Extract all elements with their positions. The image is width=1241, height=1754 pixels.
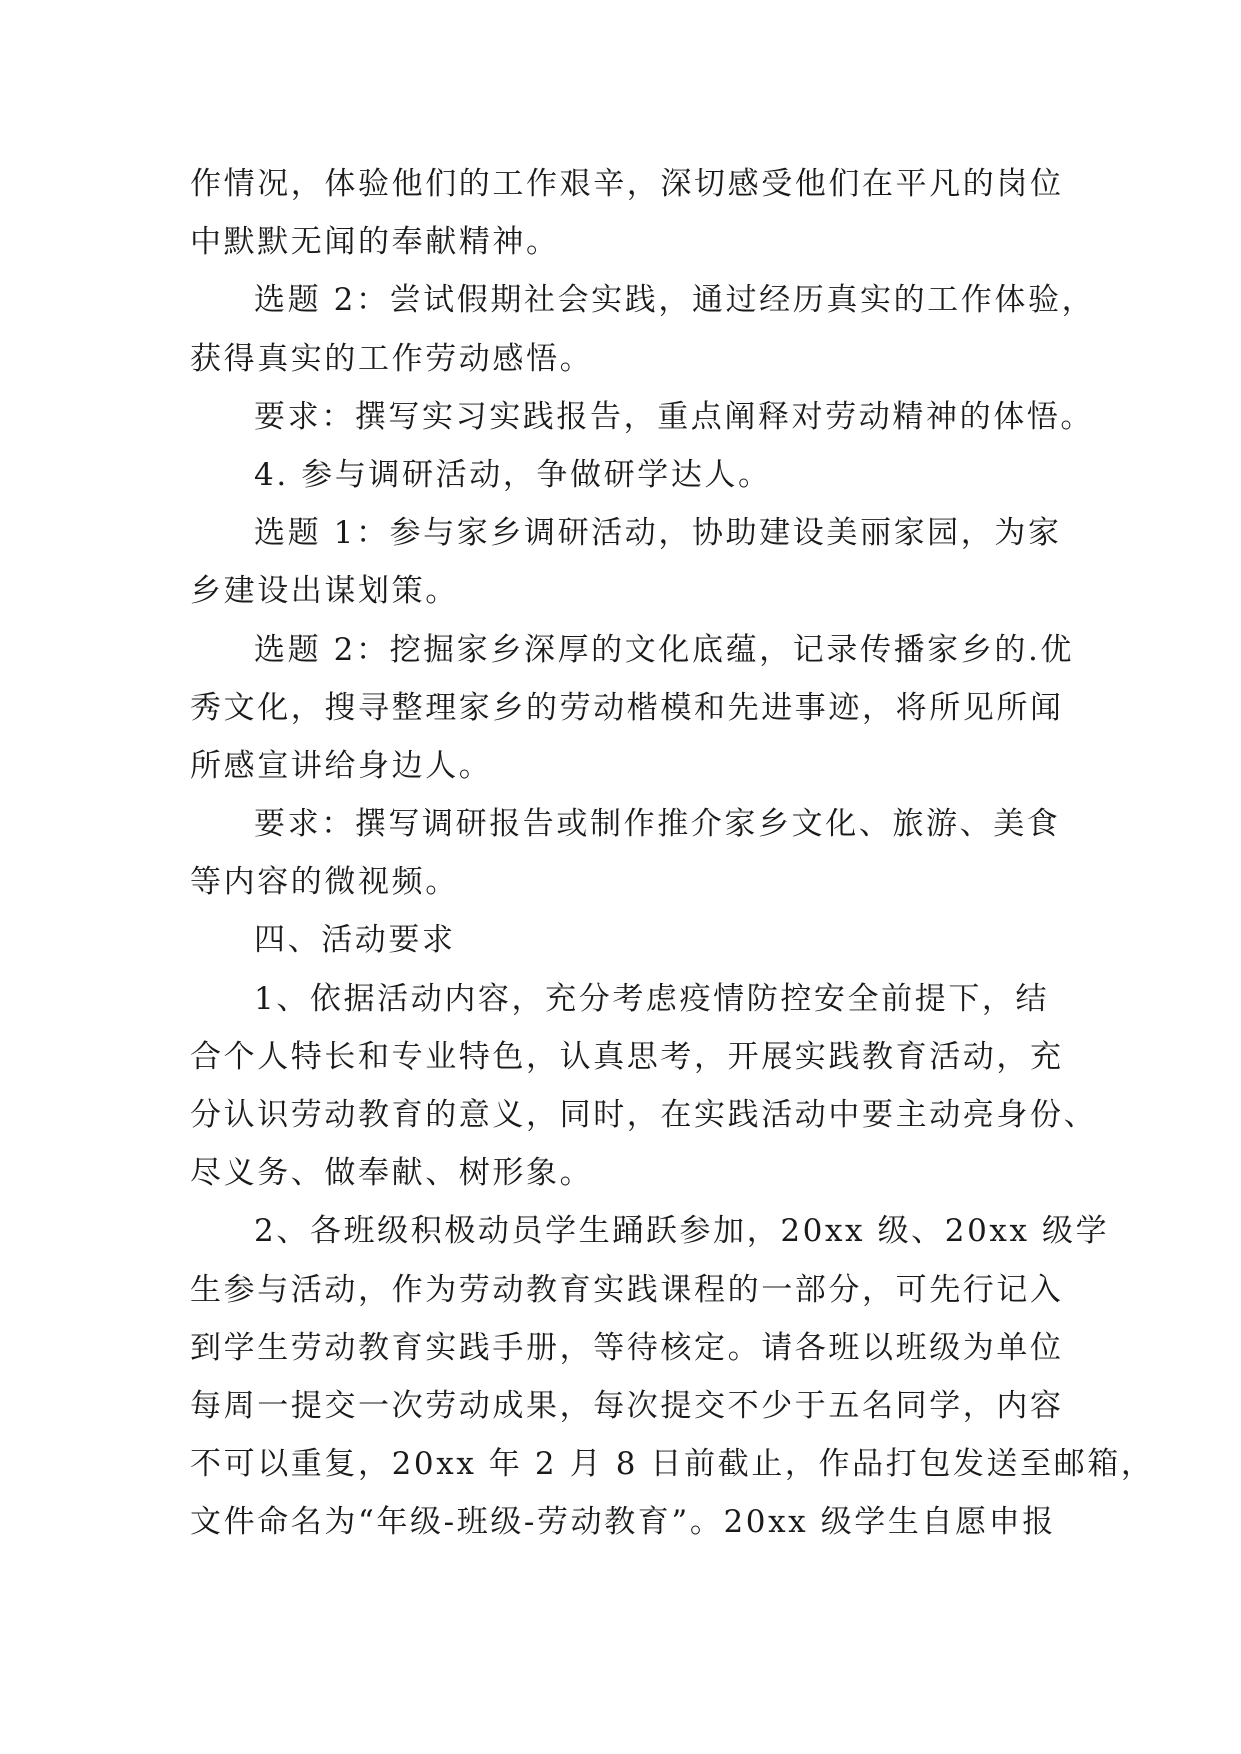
text-line: 每周一提交一次劳动成果，每次提交不少于五名同学，内容 [190, 1387, 1064, 1424]
text-line: 要求：撰写实习实践报告，重点阐释对劳动精神的体悟。 [254, 398, 1094, 435]
text-line: 合个人特长和专业特色，认真思考，开展实践教育活动，充 [190, 1038, 1064, 1075]
text-line: 选题 1：参与家乡调研活动，协助建设美丽家园，为家 [254, 515, 1062, 552]
text-line: 尽义务、做奉献、树形象。 [190, 1155, 594, 1192]
text-line: 中默默无闻的奉献精神。 [190, 224, 560, 261]
text-line: 分认识劳动教育的意义，同时，在实践活动中要主动亮身份、 [190, 1097, 1098, 1133]
text-line: 1、依据活动内容，充分考虑疫情防控安全前提下，结 [254, 980, 1050, 1017]
text-line: 乡建设出谋划策。 [190, 573, 459, 610]
text-line: 秀文化，搜寻整理家乡的劳动楷模和先进事迹，将所见所闻 [190, 689, 1064, 726]
text-line: 到学生劳动教育实践手册，等待核定。请各班以班级为单位 [190, 1329, 1064, 1366]
text-line: 要求：撰写调研报告或制作推介家乡文化、旅游、美食 [254, 806, 1061, 843]
section-item-heading: 4. 参与调研活动，争做研学达人。 [254, 456, 772, 493]
text-line: 选题 2：尝试假期社会实践，通过经历真实的工作体验， [254, 282, 1096, 319]
text-line: 文件命名为“年级-班级-劳动教育”。20xx 级学生自愿申报 [190, 1504, 1056, 1541]
section-heading: 四、活动要求 [254, 922, 456, 959]
text-line: 获得真实的工作劳动感悟。 [190, 340, 594, 377]
text-line: 选题 2：挖掘家乡深厚的文化底蕴，记录传播家乡的.优 [254, 631, 1075, 668]
text-line: 等内容的微视频。 [190, 864, 459, 901]
text-line: 不可以重复，20xx 年 2 月 8 日前截止，作品打包发送至邮箱， [190, 1446, 1155, 1483]
text-line: 生参与活动，作为劳动教育实践课程的一部分，可先行记入 [190, 1271, 1064, 1308]
text-line: 所感宣讲给身边人。 [190, 747, 493, 784]
document-body [190, 155, 1155, 1552]
text-line: 2、各班级积极动员学生踊跃参加，20xx 级、20xx 级学 [254, 1213, 1110, 1250]
text-line: 作情况，体验他们的工作艰辛，深切感受他们在平凡的岗位 [190, 166, 1064, 202]
